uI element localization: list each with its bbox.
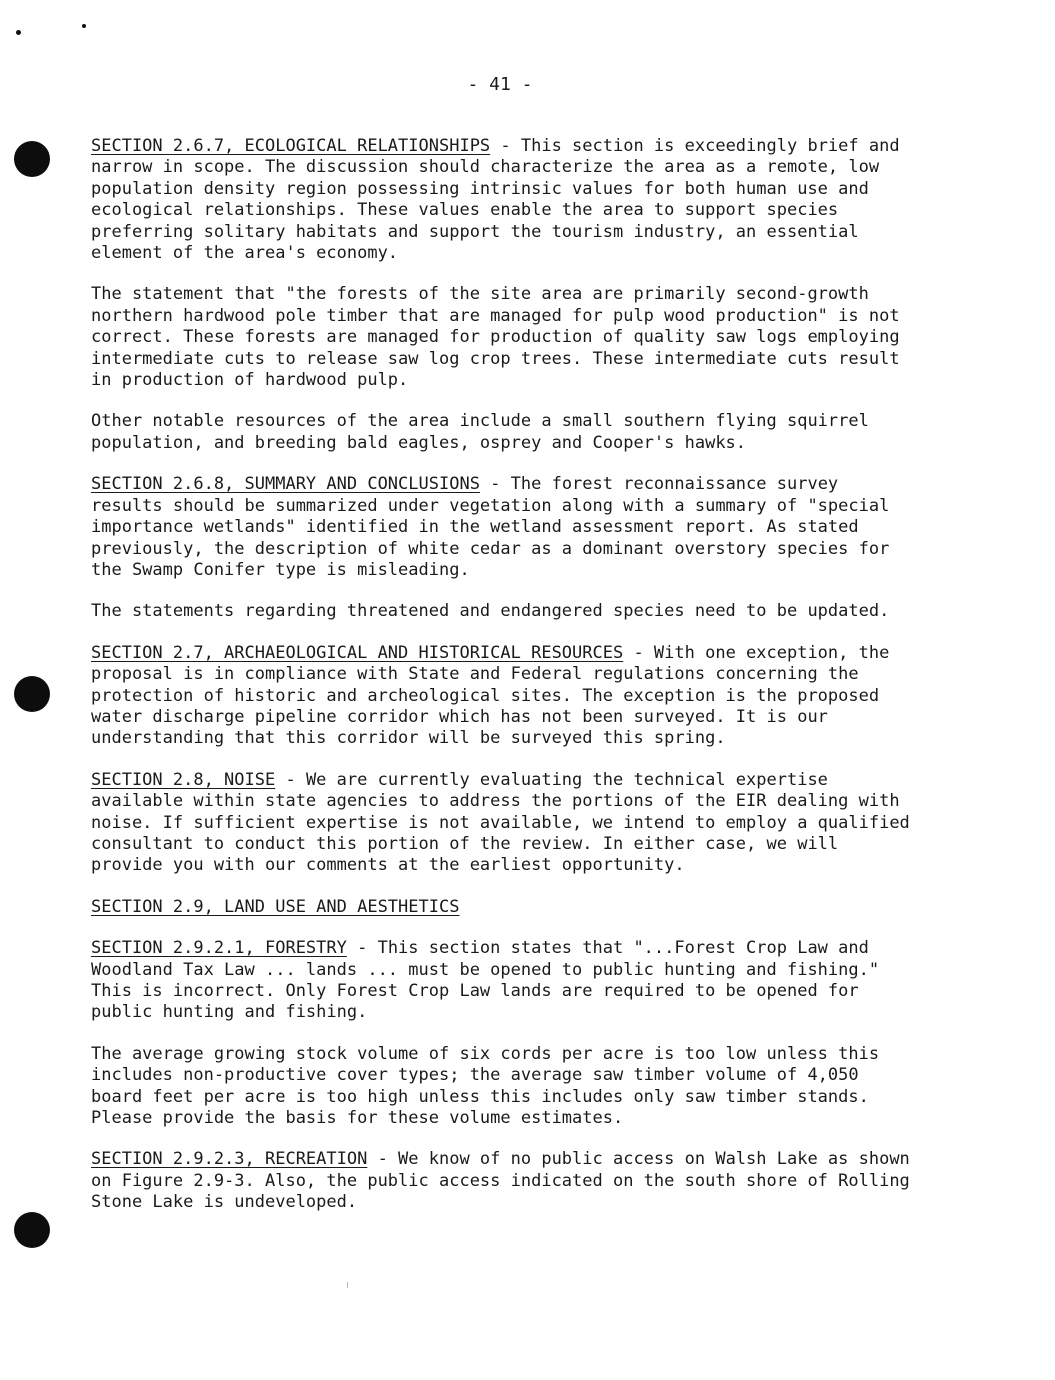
paragraph-text: The average growing stock volume of six cords per acre is too low unless this includes non-productive cover types; the average saw timber volume of 4,050 board feet per acre is too high unless this includes only saw timber stands. Please provide the basis for these volume estimates. [91, 1043, 880, 1129]
section-heading: SECTION 2.6.8, SUMMARY AND CONCLUSIONS [91, 474, 480, 495]
paragraph-forestry [91, 938, 911, 1024]
paragraph-text: - We are currently evaluating the technical expertise available within state agencies to address the portions of the EIR dealing with noise. If sufficient expertise is not available, we intend to employ a qualified consultant to conduct this portion of the review. In either case, we will provide you with our comments at the earliest opportunity. [91, 769, 910, 876]
page-number: - 41 - [467, 74, 533, 95]
paragraph-archaeological [91, 643, 911, 750]
scan-mark [347, 1282, 348, 1288]
paragraph-text: Other notable resources of the area include a small southern flying squirrel population, and breeding bald eagles, osprey and Cooper's hawks. [91, 411, 869, 453]
paragraph-notable-resources [91, 411, 911, 454]
paragraph-text: - With one exception, the proposal is in compliance with State and Federal regulations concerning the protection of historic and archeological sites. The exception is the proposed water discharge pipeline corridor which has not been surveyed. It is our understanding that this corridor will be surveyed this spring. [91, 642, 890, 749]
section-heading: SECTION 2.9.2.3, RECREATION [91, 1149, 368, 1170]
punch-hole [14, 141, 50, 177]
paragraph-noise [91, 770, 911, 877]
scan-speck [82, 24, 86, 28]
paragraph-text: - This section states that "...Forest Crop Law and Woodland Tax Law ... lands ... must be opened to public hunting and fishing." This is incorrect. Only Forest Crop Law lands are required to be opened for public hunting and fishing. [91, 938, 880, 1023]
document-body [91, 136, 911, 1234]
paragraph-text: - We know of no public access on Walsh Lake as shown on Figure 2.9-3. Also, the public access indicated on the south shore of Rolling Stone Lake is undeveloped. [91, 1149, 910, 1213]
paragraph-text: - The forest reconnaissance survey results should be summarized under vegetation along with a summary of "special importance wetlands" identified in the wetland assessment report. As stated previously, the description of white cedar as a dominant overstory species for the Swamp Conifer type is misleading. [91, 474, 890, 580]
paragraph-text: The statement that "the forests of the site area are primarily second-growth northern hardwood pole timber that are managed for pulp wood production" is not correct. These forests are managed for production of quality saw logs employing intermediate cuts to release saw log crop trees. These intermediate cuts result in production of hardwood pulp. [91, 284, 900, 391]
punch-hole [14, 676, 50, 712]
scan-speck [16, 30, 21, 35]
paragraph-forests-statement [91, 284, 911, 391]
paragraph-threatened-species [91, 601, 911, 622]
section-heading: SECTION 2.6.7, ECOLOGICAL RELATIONSHIPS [91, 136, 491, 156]
paragraph-ecological-relationships [91, 136, 911, 264]
paragraph-volume-estimates [91, 1044, 911, 1130]
paragraph-recreation [91, 1149, 911, 1213]
paragraph-text: - This section is exceedingly brief and narrow in scope. The discussion should characterize the area as a remote, low population density region possessing intrinsic values for both human use and ecological relationships. These values enable the area to support species preferring solitary habitats and support the tourism industry, an essential element of the area's economy. [91, 136, 900, 264]
punch-hole [14, 1212, 50, 1248]
section-heading: SECTION 2.9.2.1, FORESTRY [91, 938, 347, 959]
section-heading: SECTION 2.8, NOISE [91, 769, 276, 790]
paragraph-summary-conclusions [91, 474, 911, 581]
paragraph-text: The statements regarding threatened and endangered species need to be updated. [91, 601, 890, 622]
section-heading: SECTION 2.7, ARCHAEOLOGICAL AND HISTORICAL RESOURCES [91, 642, 624, 663]
paragraph-land-use [91, 897, 911, 918]
section-heading: SECTION 2.9, LAND USE AND AESTHETICS [91, 896, 460, 917]
